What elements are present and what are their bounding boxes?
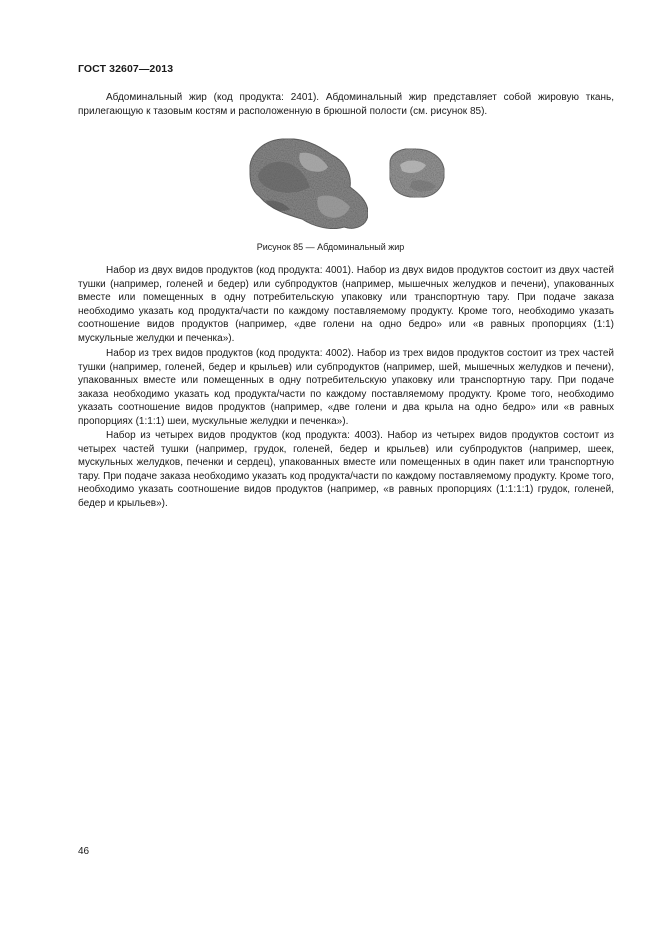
paragraph-set-three-products: Набор из трех видов продуктов (код продукта: 4002). Набор из трех видов продуктов состоит из трех частей тушки (например, голеней, бедер и крыльев) или субпродуктов (например, шей, мышечных желудков и печени), упакованных вместе или помещенных в одну потребительскую упаковку или транспортную тару. При подаче заказа необходимо указать код продукта/части по каждому поставляемому продукту. Кроме того, необходимо указать соотношение видов продуктов (например, «две голени и два крыла на одно бедро» или «в равных пропорциях (1:1:1) шеи, мускульные желудки и печенка»). — [78, 348, 614, 427]
paragraph-set-two-products: Набор из двух видов продуктов (код продукта: 4001). Набор из двух видов продуктов состоит из двух частей тушки (например, голеней и бедер) или субпродуктов (например, мышечных желудков и печени), упакованных вместе или помещенных в одну потребительскую упаковку или транспортную тару. При подаче заказа необходимо указать код продукта/части по каждому поставляемому продукту. Кроме того, необходимо указать соотношение видов продуктов (например, «две голени на одно бедро» или «в равных пропорциях (1:1) мускульные желудки и печенка»). — [78, 265, 614, 344]
figure-caption: Рисунок 85 — Абдоминальный жир — [256, 242, 405, 252]
figure-abdominal-fat — [240, 135, 450, 235]
document-standard-code: ГОСТ 32607—2013 — [78, 63, 174, 75]
paragraph-set-four-products: Набор из четырех видов продуктов (код продукта: 4003). Набор из четырех видов продуктов состоит из четырех частей тушки (например, грудок, голеней, бедер и крыльев) или субпродуктов (например, шеек, мускульных желудков, печенки и сердец), упакованных вместе или помещенных в один пакет или транспортную тару. При подаче заказа необходимо указать код продукта/части по каждому поставляемому продукту. Кроме того, необходимо указать соотношение видов продуктов (например, «в равных пропорциях (1:1:1:1) грудок, голеней, бедер и крыльев»). — [78, 430, 614, 509]
page-number: 46 — [78, 846, 90, 857]
paragraph-abdominal-fat: Абдоминальный жир (код продукта: 2401). Абдоминальный жир представляет собой жировую ткань, прилегающую к тазовым костям и расположенную в брюшной полости (см. рисунок 85). — [78, 92, 614, 117]
abdominal-fat-image — [240, 135, 450, 235]
